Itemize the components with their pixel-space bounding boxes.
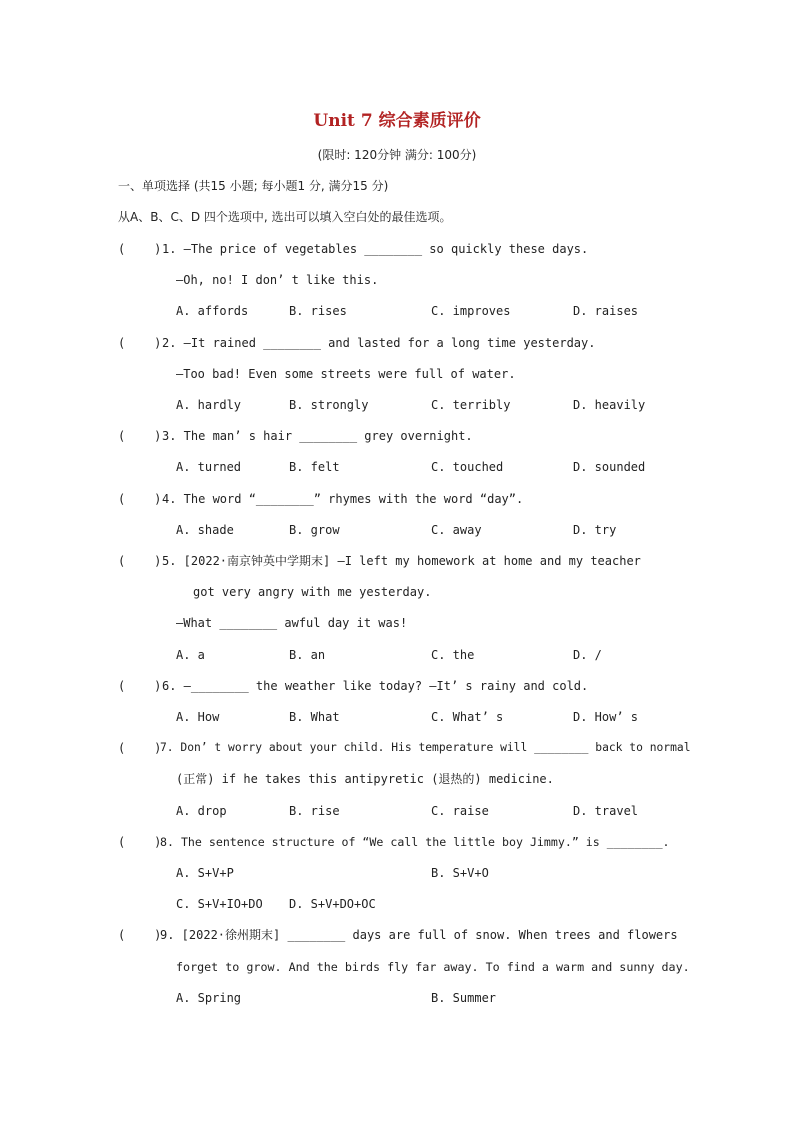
q1-option-c[interactable]: C. improves [431,304,511,318]
q7-option-d[interactable]: D. travel [573,804,639,818]
q4-option-a[interactable]: A. shade [176,523,234,537]
q2-option-d[interactable]: D. heavily [573,398,646,412]
q2-option-a[interactable]: A. hardly [176,398,242,412]
q4-option-c[interactable]: C. away [431,523,482,537]
answer-blank-q5[interactable]: ( ) [118,554,162,568]
q4-option-d[interactable]: D. try [573,523,617,537]
q5-option-d[interactable]: D. / [573,648,602,662]
q8-option-b[interactable]: B. S+V+O [431,866,489,880]
question-1-reply: —Oh, no! I don’ t like this. [176,273,379,287]
question-3-text: 3. The man’ s hair ________ grey overnight. [162,429,473,443]
q7-option-a[interactable]: A. drop [176,804,227,818]
answer-blank-q4[interactable]: ( ) [118,492,162,506]
q2-option-c[interactable]: C. terribly [431,398,511,412]
answer-blank-q3[interactable]: ( ) [118,429,162,443]
question-7-text: 7. Don’ t worry about your child. His temperature will ________ back to normal [160,741,691,754]
q3-option-c[interactable]: C. touched [431,460,504,474]
answer-blank-q8[interactable]: ( ) [118,835,162,849]
q1-option-a[interactable]: A. affords [176,304,249,318]
question-2-text: 2. —It rained ________ and lasted for a long time yesterday. [162,336,596,350]
answer-blank-q7[interactable]: ( ) [118,741,162,755]
answer-blank-q9[interactable]: ( ) [118,928,162,942]
q9-option-b[interactable]: B. Summer [431,991,497,1005]
q5-option-a[interactable]: A. a [176,648,205,662]
q3-option-b[interactable]: B. felt [289,460,340,474]
question-6-text: 6. —________ the weather like today? —It’ s rainy and cold. [162,679,589,693]
section-instruction: 从A、B、C、D 四个选项中, 选出可以填入空白处的最佳选项。 [118,210,452,224]
q5-option-b[interactable]: B. an [289,648,326,662]
answer-blank-q1[interactable]: ( ) [118,242,162,256]
question-9-text: 9. [2022·徐州期末] ________ days are full of snow. When trees and flowers [160,928,678,942]
q3-option-d[interactable]: D. sounded [573,460,646,474]
q6-option-a[interactable]: A. How [176,710,220,724]
q6-option-b[interactable]: B. What [289,710,340,724]
q6-option-c[interactable]: C. What’ s [431,710,504,724]
section-heading: 一、单项选择 (共15 小题; 每小题1 分, 满分15 分) [118,179,389,193]
question-2-reply: —Too bad! Even some streets were full of water. [176,367,516,381]
question-8-text: 8. The sentence structure of “We call the little boy Jimmy.” is ________. [160,835,670,849]
answer-blank-q2[interactable]: ( ) [118,336,162,350]
q1-option-b[interactable]: B. rises [289,304,347,318]
q8-option-c[interactable]: C. S+V+IO+DO [176,897,263,911]
q1-option-d[interactable]: D. raises [573,304,639,318]
question-5-reply: —What ________ awful day it was! [176,616,408,630]
q5-option-c[interactable]: C. the [431,648,475,662]
question-9-text-cont: forget to grow. And the birds fly far away. To find a warm and sunny day. [176,960,690,974]
q3-option-a[interactable]: A. turned [176,460,242,474]
question-5-text-cont: got very angry with me yesterday. [193,585,432,599]
question-1-text: 1. —The price of vegetables ________ so quickly these days. [162,242,589,256]
q9-option-a[interactable]: A. Spring [176,991,242,1005]
q2-option-b[interactable]: B. strongly [289,398,369,412]
q4-option-b[interactable]: B. grow [289,523,340,537]
q7-option-c[interactable]: C. raise [431,804,489,818]
question-7-text-cont: (正常) if he takes this antipyretic (退热的) medicine. [176,772,554,786]
q6-option-d[interactable]: D. How’ s [573,710,639,724]
question-5-text: 5. [2022·南京钟英中学期末] —I left my homework at home and my teacher [162,554,641,568]
answer-blank-q6[interactable]: ( ) [118,679,162,693]
page-title: Unit 7 综合素质评价 [313,111,481,131]
q7-option-b[interactable]: B. rise [289,804,340,818]
q8-option-a[interactable]: A. S+V+P [176,866,234,880]
question-4-text: 4. The word “________” rhymes with the word “day”. [162,492,524,506]
q8-option-d[interactable]: D. S+V+DO+OC [289,897,376,911]
time-limit-note: (限时: 120分钟 满分: 100分) [317,148,477,162]
